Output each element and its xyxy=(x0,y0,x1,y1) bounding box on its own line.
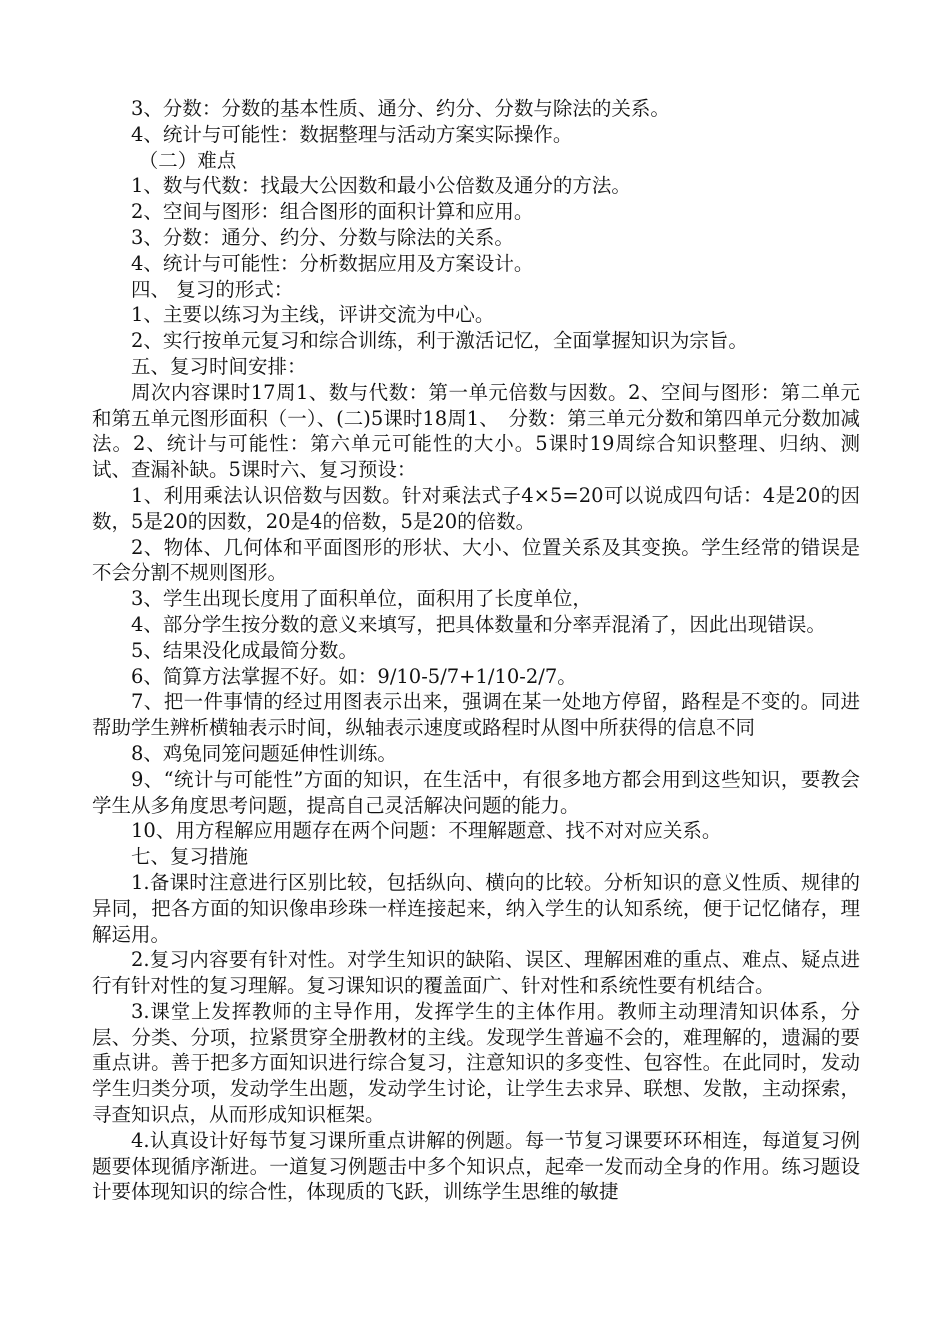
section-heading: 五、复习时间安排： xyxy=(131,354,307,378)
paragraph: 3、分数：分数的基本性质、通分、约分、分数与除法的关系。 xyxy=(131,97,670,120)
section-heading: 七、复习措施 xyxy=(131,845,249,869)
paragraph: 10、用方程解应用题存在两个问题：不理解题意、找不对对应关系。 xyxy=(131,819,722,843)
paragraph: 4.认真设计好每节复习课所重点讲解的例题。每一节复习课要环环相连，每道复习例题要体现循序渐进。一道复习例题击中多个知识点，起牵一发而动全身的作用。练习题设计要体现知识的综合性，体现质的飞跃，训练学生思维的敏捷 xyxy=(92,1128,860,1204)
paragraph: 周次内容课时17周1、数与代数：第一单元倍数与因数。2、空间与图形：第二单元和第五单元图形面积（一）、(二)5课时18周1、 分数：第三单元分数和第四单元分数加减法。2、统计与可能性：第六单元可能性的大小。5课时19周综合知识整理、归纳、测试、查漏补缺。5课时六、复习预设： xyxy=(92,380,860,482)
paragraph: 4、统计与可能性：分析数据应用及方案设计。 xyxy=(131,251,534,275)
paragraph: 9、“统计与可能性”方面的知识，在生活中，有很多地方都会用到这些知识，要教会学生从多角度思考问题，提高自己灵活解决问题的能力。 xyxy=(92,767,860,817)
paragraph: 1、利用乘法认识倍数与因数。针对乘法式子4×5=20可以说成四句话：4是20的因数，5是20的因数，20是4的倍数，5是20的倍数。 xyxy=(92,483,860,533)
section-heading: （二）难点 xyxy=(138,148,237,172)
paragraph: 4、统计与可能性：数据整理与活动方案实际操作。 xyxy=(131,122,573,146)
paragraph: 3.课堂上发挥教师的主导作用，发挥学生的主体作用。教师主动理清知识体系，分层、分类、分项，拉紧贯穿全册教材的主线。发现学生普遍不会的，难理解的，遗漏的要重点讲。善于把多方面知识进行综合复习，注意知识的多变性、包容性。在此同时，发动学生归类分项，发动学生出题，发动学生讨论，让学生去求异、联想、发散，主动探索，寻查知识点，从而形成知识框架。 xyxy=(92,999,860,1127)
paragraph: 2、物体、几何体和平面图形的形状、大小、位置关系及其变换。学生经常的错误是不会分割不规则图形。 xyxy=(92,535,860,585)
paragraph: 3、学生出现长度用了面积单位，面积用了长度单位， xyxy=(131,587,592,611)
paragraph: 4、部分学生按分数的意义来填写，把具体数量和分率弄混淆了，因此出现错误。 xyxy=(131,612,826,636)
paragraph: 1.备课时注意进行区别比较，包括纵向、横向的比较。分析知识的意义性质、规律的异同，把各方面的知识像串珍珠一样连接起来，纳入学生的认知系统，便于记忆储存，理解运用。 xyxy=(92,870,860,946)
paragraph: 2、空间与图形：组合图形的面积计算和应用。 xyxy=(131,200,534,224)
paragraph: 2.复习内容要有针对性。对学生知识的缺陷、误区、理解困难的重点、难点、疑点进行有针对性的复习理解。复习课知识的覆盖面广、针对性和系统性要有机结合。 xyxy=(92,948,860,998)
paragraph: 1、主要以练习为主线，评讲交流为中心。 xyxy=(131,303,495,327)
paragraph: 1、数与代数：找最大公因数和最小公倍数及通分的方法。 xyxy=(131,174,631,198)
paragraph: 6、简算方法掌握不好。如：9/10-5/7+1/10-2/7。 xyxy=(131,664,577,688)
paragraph: 5、结果没化成最简分数。 xyxy=(131,638,358,662)
paragraph: 7、把一件事情的经过用图表示出来，强调在某一处地方停留，路程是不变的。同进帮助学生辨析横轴表示时间，纵轴表示速度或路程时从图中所获得的信息不同 xyxy=(92,690,860,740)
paragraph: 8、鸡兔同笼问题延伸性训练。 xyxy=(131,741,397,765)
paragraph: 2、实行按单元复习和综合训练，利于激活记忆，全面掌握知识为宗旨。 xyxy=(131,329,748,353)
document-body xyxy=(92,96,860,1205)
section-heading: 四、 复习的形式： xyxy=(131,277,294,301)
paragraph: 3、分数：通分、约分、分数与除法的关系。 xyxy=(131,225,514,249)
